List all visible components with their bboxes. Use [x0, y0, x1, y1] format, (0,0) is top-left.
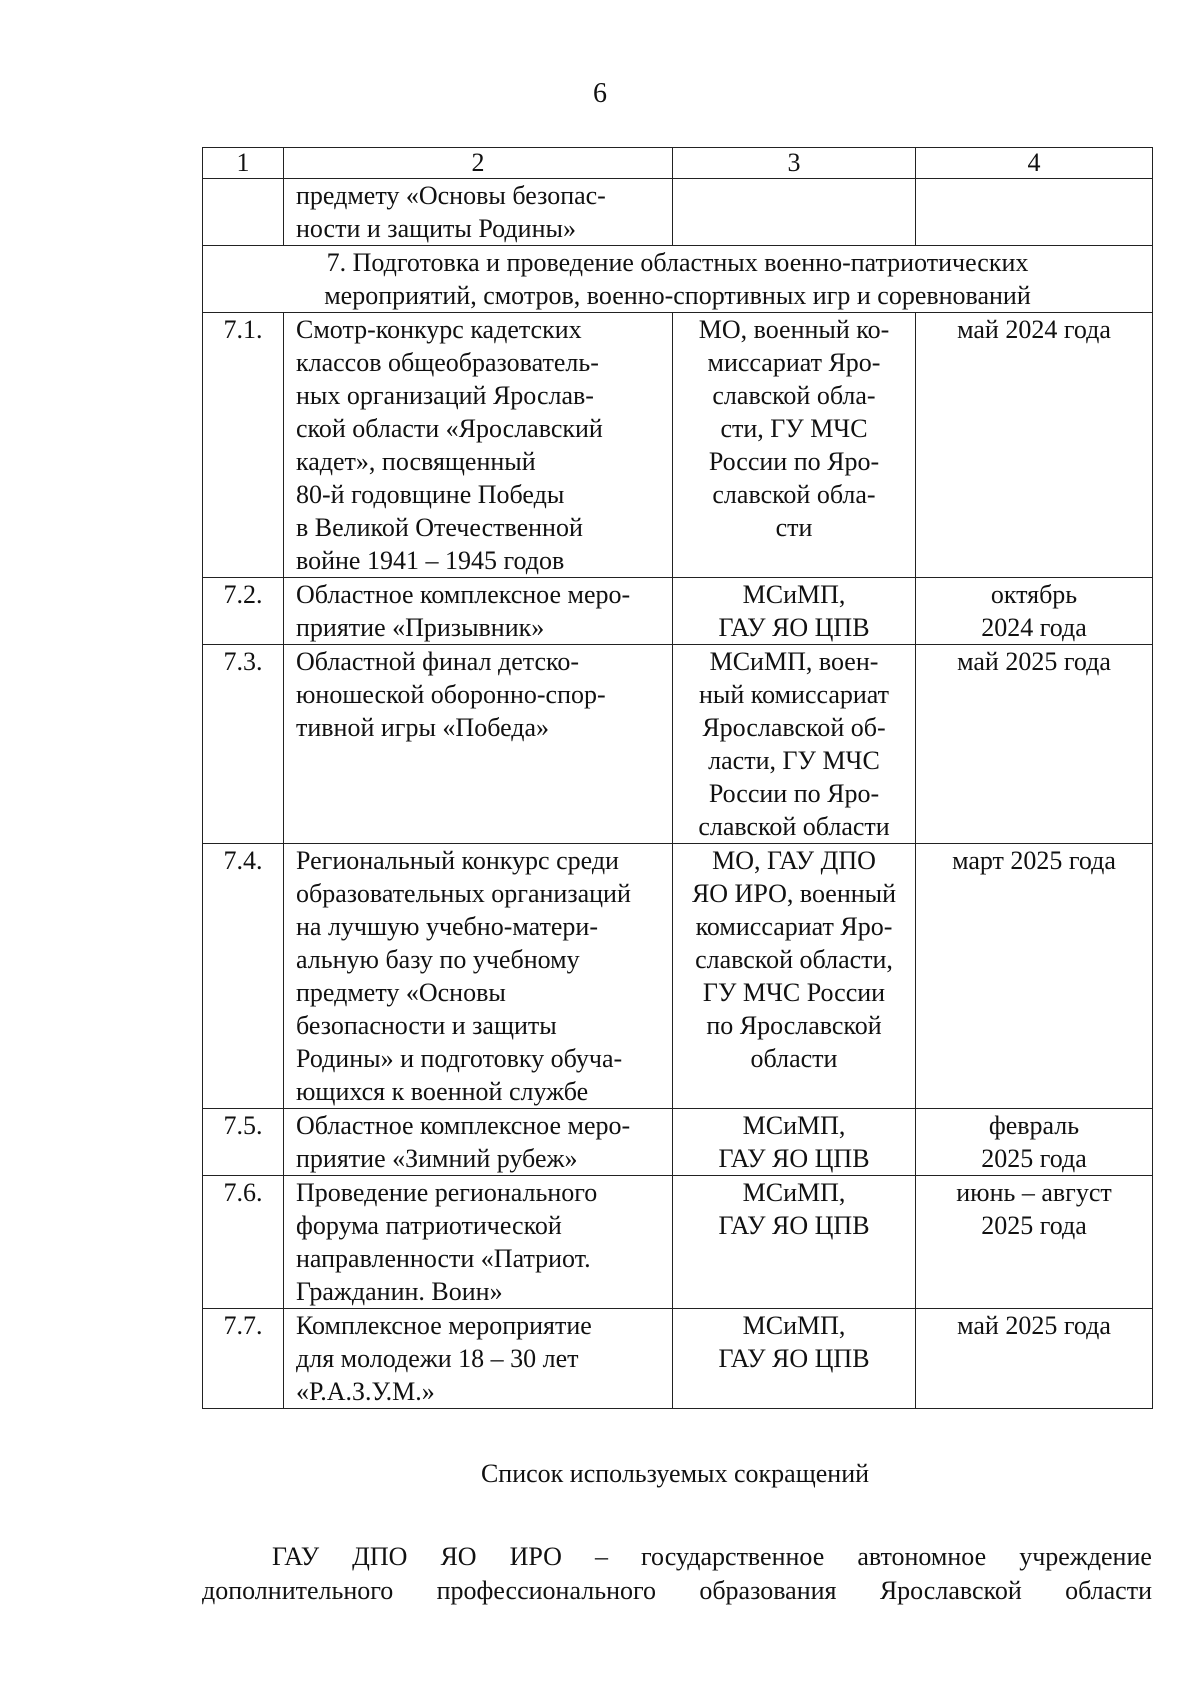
event-cell-line: в Великой Отечественной — [296, 513, 583, 542]
abbreviation-word: профессионального — [436, 1576, 656, 1605]
responsible-cell-line: МСиМП, — [742, 580, 846, 609]
responsible-cell — [673, 1176, 916, 1309]
abbreviation-word: – — [595, 1542, 608, 1571]
responsible-cell-line: ЯО ИРО, военный — [691, 879, 897, 908]
row-number-cell: 7.3. — [203, 645, 284, 844]
event-cell — [284, 1309, 673, 1409]
event-cell-line: ющихся к военной службе — [296, 1077, 589, 1106]
responsible-cell-line: ГАУ ЯО ЦПВ — [718, 1211, 870, 1240]
header-cell-2: 2 — [284, 148, 673, 179]
deadline-cell — [916, 1309, 1153, 1409]
event-cell-line: безопасности и защиты — [296, 1011, 557, 1040]
event-cell-line: Проведение регионального — [296, 1178, 598, 1207]
abbreviation-word: ИРО — [509, 1542, 562, 1571]
continuation-event-line: предмету «Основы безопас- — [296, 181, 606, 210]
event-cell — [284, 313, 673, 578]
abbreviation-entry — [202, 1540, 1152, 1608]
responsible-cell-line: сти — [775, 513, 813, 542]
responsible-cell-line: области — [750, 1044, 838, 1073]
event-cell-line: для молодежи 18 – 30 лет — [296, 1344, 579, 1373]
continuation-num-cell — [203, 179, 284, 246]
event-cell-line: войне 1941 – 1945 годов — [296, 546, 565, 575]
page-number: 6 — [593, 78, 607, 109]
deadline-cell-line: 2024 года — [981, 613, 1087, 642]
deadline-cell — [916, 645, 1153, 844]
event-cell — [284, 1176, 673, 1309]
row-number-cell: 7.2. — [203, 578, 284, 645]
deadline-cell-line: май 2025 года — [957, 647, 1111, 676]
responsible-cell-line: славской обла- — [712, 480, 876, 509]
responsible-cell-line: славской области, — [695, 945, 893, 974]
abbreviation-word: государственное — [641, 1542, 825, 1571]
abbreviation-word: образования — [699, 1576, 837, 1605]
responsible-cell-line: ГУ МЧС России — [702, 978, 886, 1007]
event-cell-line: Комплексное мероприятие — [296, 1311, 592, 1340]
abbreviation-word: ГАУ — [272, 1542, 320, 1571]
deadline-cell-line: июнь – август — [956, 1178, 1112, 1207]
event-cell-line: ных организаций Ярослав- — [296, 381, 594, 410]
deadline-cell — [916, 578, 1153, 645]
abbreviation-word: ДПО — [352, 1542, 408, 1571]
event-cell-line: Областное комплексное меро- — [296, 580, 631, 609]
abbreviation-line-1 — [202, 1540, 1152, 1574]
header-cell-4: 4 — [916, 148, 1153, 179]
continuation-row — [203, 179, 1153, 246]
table-header-row — [203, 148, 1153, 179]
event-cell — [284, 1109, 673, 1176]
row-number-cell: 7.7. — [203, 1309, 284, 1409]
continuation-event-line: ности и защиты Родины» — [296, 214, 576, 243]
deadline-cell — [916, 844, 1153, 1109]
event-cell-line: юношеской оборонно-спор- — [296, 680, 606, 709]
responsible-cell-line: России по Яро- — [708, 779, 880, 808]
continuation-responsible-cell — [673, 179, 916, 246]
responsible-cell-line: ный комиссариат — [698, 680, 890, 709]
responsible-cell-line: славской области — [698, 812, 890, 841]
event-cell-line: приятие «Зимний рубеж» — [296, 1144, 578, 1173]
event-cell-line: форума патриотической — [296, 1211, 562, 1240]
events-table — [202, 147, 1153, 1409]
deadline-cell-line: 2025 года — [981, 1144, 1087, 1173]
responsible-cell-line: славской обла- — [712, 381, 876, 410]
abbreviation-word: области — [1065, 1576, 1152, 1605]
abbreviation-word: учреждение — [1019, 1542, 1152, 1571]
table-row — [203, 578, 1153, 645]
section-heading-row — [203, 246, 1153, 313]
deadline-cell — [916, 313, 1153, 578]
abbreviation-word: дополнительного — [202, 1576, 394, 1605]
event-cell-line: классов общеобразователь- — [296, 348, 599, 377]
deadline-cell-line: март 2025 года — [952, 846, 1116, 875]
event-cell-line: Смотр-конкурс кадетских — [296, 315, 582, 344]
abbreviation-word: ЯО — [440, 1542, 477, 1571]
responsible-cell — [673, 313, 916, 578]
continuation-event-cell — [284, 179, 673, 246]
responsible-cell-line: миссариат Яро- — [707, 348, 881, 377]
responsible-cell-line: ГАУ ЯО ЦПВ — [718, 613, 870, 642]
abbreviation-line-2 — [202, 1574, 1152, 1608]
responsible-cell — [673, 1109, 916, 1176]
abbreviation-word: Ярославской — [879, 1576, 1022, 1605]
responsible-cell-line: МСиМП, — [742, 1311, 846, 1340]
responsible-cell-line: ГАУ ЯО ЦПВ — [718, 1344, 870, 1373]
event-cell-line: Региональный конкурс среди — [296, 846, 619, 875]
responsible-cell-line: МСиМП, — [742, 1178, 846, 1207]
event-cell-line: Областной финал детско- — [296, 647, 579, 676]
event-cell-line: на лучшую учебно-матери- — [296, 912, 598, 941]
table-row — [203, 313, 1153, 578]
event-cell-line: предмету «Основы — [296, 978, 506, 1007]
responsible-cell-line: ГАУ ЯО ЦПВ — [718, 1144, 870, 1173]
deadline-cell-line: 2025 года — [981, 1211, 1087, 1240]
abbreviations-title: Список используемых сокращений — [480, 1459, 870, 1488]
responsible-cell-line: МСиМП, воен- — [709, 647, 879, 676]
responsible-cell-line: сти, ГУ МЧС — [720, 414, 868, 443]
section-heading — [203, 246, 1153, 313]
table-row — [203, 844, 1153, 1109]
table-row — [203, 1109, 1153, 1176]
responsible-cell-line: МО, военный ко- — [698, 315, 890, 344]
deadline-cell-line: октябрь — [990, 580, 1078, 609]
event-cell-line: тивной игры «Победа» — [296, 713, 550, 742]
responsible-cell — [673, 1309, 916, 1409]
deadline-cell-line: май 2025 года — [957, 1311, 1111, 1340]
section-heading-line: 7. Подготовка и проведение областных военно-патриотических — [326, 248, 1029, 277]
header-cell-1: 1 — [203, 148, 284, 179]
event-cell-line: кадет», посвященный — [296, 447, 536, 476]
header-cell-3: 3 — [673, 148, 916, 179]
event-cell-line: ской области «Ярославский — [296, 414, 603, 443]
event-cell — [284, 578, 673, 645]
event-cell-line: «Р.А.З.У.М.» — [296, 1377, 435, 1406]
responsible-cell-line: комиссариат Яро- — [695, 912, 893, 941]
responsible-cell — [673, 578, 916, 645]
row-number-cell: 7.1. — [203, 313, 284, 578]
row-number-cell: 7.4. — [203, 844, 284, 1109]
responsible-cell — [673, 844, 916, 1109]
row-number-cell: 7.6. — [203, 1176, 284, 1309]
responsible-cell-line: МО, ГАУ ДПО — [712, 846, 876, 875]
event-cell-line: альную базу по учебному — [296, 945, 580, 974]
event-cell-line: Областное комплексное меро- — [296, 1111, 631, 1140]
table-row — [203, 645, 1153, 844]
deadline-cell — [916, 1176, 1153, 1309]
event-cell-line: 80-й годовщине Победы — [296, 480, 565, 509]
responsible-cell — [673, 645, 916, 844]
event-cell — [284, 844, 673, 1109]
deadline-cell-line: май 2024 года — [957, 315, 1111, 344]
responsible-cell-line: ласти, ГУ МЧС — [708, 746, 880, 775]
event-cell — [284, 645, 673, 844]
event-cell-line: направленности «Патриот. — [296, 1244, 591, 1273]
section-heading-line: мероприятий, смотров, военно-спортивных игр и соревнований — [324, 281, 1031, 310]
table-row — [203, 1309, 1153, 1409]
continuation-deadline-cell — [916, 179, 1153, 246]
responsible-cell-line: Ярославской об- — [702, 713, 886, 742]
responsible-cell-line: МСиМП, — [742, 1111, 846, 1140]
responsible-cell-line: России по Яро- — [708, 447, 880, 476]
event-cell-line: Родины» и подготовку обуча- — [296, 1044, 623, 1073]
responsible-cell-line: по Ярославской — [706, 1011, 882, 1040]
deadline-cell-line: февраль — [988, 1111, 1080, 1140]
table-row — [203, 1176, 1153, 1309]
event-cell-line: образовательных организаций — [296, 879, 631, 908]
row-number-cell: 7.5. — [203, 1109, 284, 1176]
event-cell-line: приятие «Призывник» — [296, 613, 545, 642]
deadline-cell — [916, 1109, 1153, 1176]
abbreviation-word: автономное — [857, 1542, 987, 1571]
event-cell-line: Гражданин. Воин» — [296, 1277, 503, 1306]
